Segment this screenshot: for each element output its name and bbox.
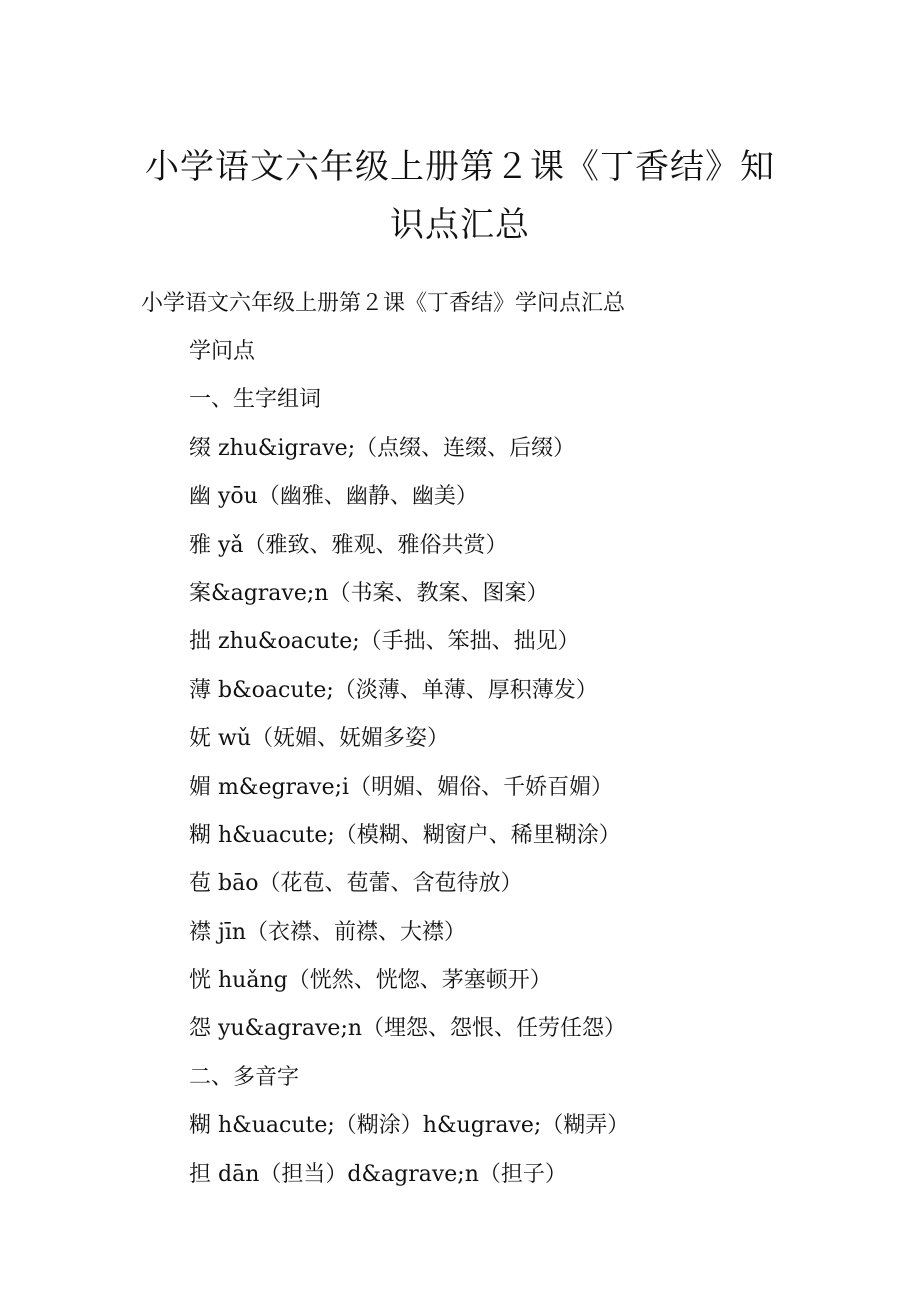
vocab-item: 糊 h&uacute;（模糊、糊窗户、稀里糊涂） (189, 822, 621, 848)
vocab-item: 襟 jīn（衣襟、前襟、大襟） (189, 919, 467, 945)
vocab-item: 雅 yǎ（雅致、雅观、雅俗共赏） (189, 532, 508, 558)
document-body (189, 332, 629, 1203)
section-heading-knowledge-points: 学问点 (189, 339, 256, 364)
document-title-line-1: 小学语文六年级上册第２课《丁香结》知 (145, 147, 775, 187)
vocab-item: 恍 huǎng（恍然、恍惚、茅塞顿开） (189, 968, 552, 994)
vocab-item: 拙 zhu&oacute;（手拙、笨拙、拙见） (189, 629, 580, 655)
polyphonic-item: 糊 h&uacute;（糊涂）h&ugrave;（糊弄） (189, 1113, 630, 1139)
vocab-item: 怨 yu&agrave;n（埋怨、怨恨、任劳任怨） (189, 1016, 627, 1042)
document-subtitle: 小学语文六年级上册第２课《丁香结》学问点汇总 (141, 291, 626, 316)
vocab-item: 苞 bāo（花苞、苞蕾、含苞待放） (189, 871, 523, 897)
vocab-item: 幽 yōu（幽雅、幽静、幽美） (189, 484, 478, 510)
vocab-item: 缀 zhu&igrave;（点缀、连缀、后缀） (189, 435, 576, 461)
document-title-line-2: 识点汇总 (390, 205, 530, 245)
vocab-item: 媚 m&egrave;i（明媚、媚俗、千娇百媚） (189, 774, 614, 800)
section-heading-polyphonic: 二、多音字 (189, 1064, 300, 1090)
vocab-item: 妩 wǔ（妩媚、妩媚多姿） (189, 726, 449, 752)
section-heading-new-characters: 一、生字组词 (189, 387, 322, 413)
vocab-item: 案&agrave;n（书案、教案、图案） (189, 580, 549, 606)
vocab-item: 薄 b&oacute;（淡薄、单薄、厚积薄发） (189, 677, 598, 703)
polyphonic-item: 担 dān（担当）d&agrave;n（担子） (189, 1161, 567, 1187)
